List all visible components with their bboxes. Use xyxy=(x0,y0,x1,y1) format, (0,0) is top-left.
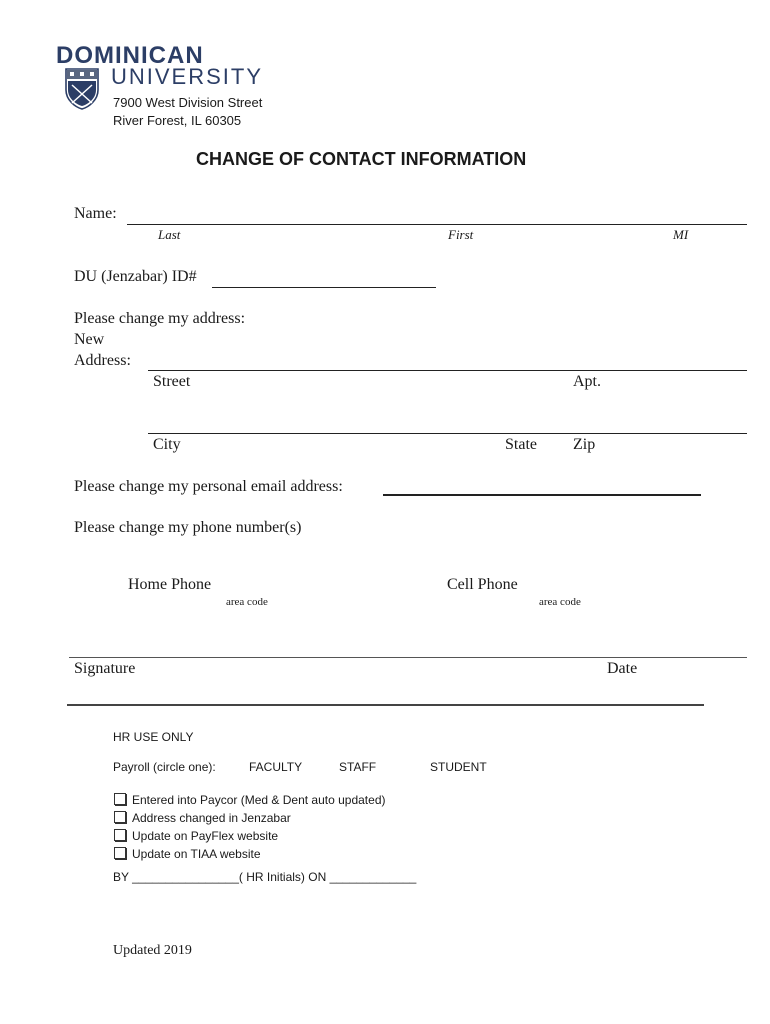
checkbox-icon[interactable] xyxy=(114,793,126,805)
email-label: Please change my personal email address: xyxy=(74,478,343,495)
address-line-1: 7900 West Division Street xyxy=(113,95,263,110)
id-label: DU (Jenzabar) ID# xyxy=(74,268,197,285)
payroll-option-student[interactable]: STUDENT xyxy=(430,760,487,774)
page-title: CHANGE OF CONTACT INFORMATION xyxy=(196,149,527,169)
street-input-line[interactable] xyxy=(148,370,747,371)
payroll-option-staff[interactable]: STAFF xyxy=(339,760,377,774)
payroll-option-faculty[interactable]: FACULTY xyxy=(249,760,303,774)
signature-input-line[interactable] xyxy=(67,704,704,706)
address-intro: Please change my address: xyxy=(74,310,246,327)
home-area-code-caption: area code xyxy=(226,596,268,608)
logo-wordmark-line2: UNIVERSITY xyxy=(111,64,264,89)
signature-top-rule xyxy=(69,657,747,658)
hr-use-only-title: HR USE ONLY xyxy=(113,730,194,744)
name-first-caption: First xyxy=(448,227,474,242)
email-input-line[interactable] xyxy=(383,494,701,496)
logo-wordmark-line1: DOMINICAN xyxy=(56,42,204,69)
updated-note: Updated 2019 xyxy=(113,943,192,958)
checklist-item-label: Update on TIAA website xyxy=(132,847,261,861)
payroll-label: Payroll (circle one): xyxy=(113,760,216,774)
checklist-item-label: Address changed in Jenzabar xyxy=(132,811,291,825)
state-caption: State xyxy=(505,436,537,453)
checkbox-icon[interactable] xyxy=(114,811,126,823)
phone-intro: Please change my phone number(s) xyxy=(74,519,302,536)
date-label: Date xyxy=(607,660,638,677)
cell-area-code-caption: area code xyxy=(539,596,581,608)
city-input-line[interactable] xyxy=(148,433,747,434)
checklist-item[interactable] xyxy=(114,847,261,861)
home-phone-label: Home Phone xyxy=(128,576,212,593)
name-last-caption: Last xyxy=(158,227,181,242)
name-input-line[interactable] xyxy=(127,224,747,225)
address-line-2: River Forest, IL 60305 xyxy=(113,113,242,128)
checklist-item[interactable] xyxy=(114,829,278,843)
checklist-item-label: Entered into Paycor (Med & Dent auto updated) xyxy=(132,793,386,807)
name-label: Name: xyxy=(74,205,117,222)
address-new-label: New xyxy=(74,331,105,348)
id-input-line[interactable] xyxy=(212,287,436,288)
checkbox-icon[interactable] xyxy=(114,829,126,841)
checklist-item[interactable] xyxy=(114,793,385,807)
city-caption: City xyxy=(153,436,181,453)
address-label: Address: xyxy=(74,352,131,369)
name-mi-caption: MI xyxy=(673,227,689,242)
hr-by-initials-line[interactable]: BY ________________( HR Initials) ON _____________ xyxy=(113,870,417,884)
zip-caption: Zip xyxy=(573,436,596,453)
signature-label: Signature xyxy=(74,660,136,677)
street-caption: Street xyxy=(153,373,191,390)
apt-caption: Apt. xyxy=(573,373,601,390)
university-crest-icon xyxy=(65,68,99,110)
checklist-item-label: Update on PayFlex website xyxy=(132,829,279,843)
cell-phone-label: Cell Phone xyxy=(447,576,518,593)
checklist-item[interactable] xyxy=(114,811,291,825)
checkbox-icon[interactable] xyxy=(114,847,126,859)
